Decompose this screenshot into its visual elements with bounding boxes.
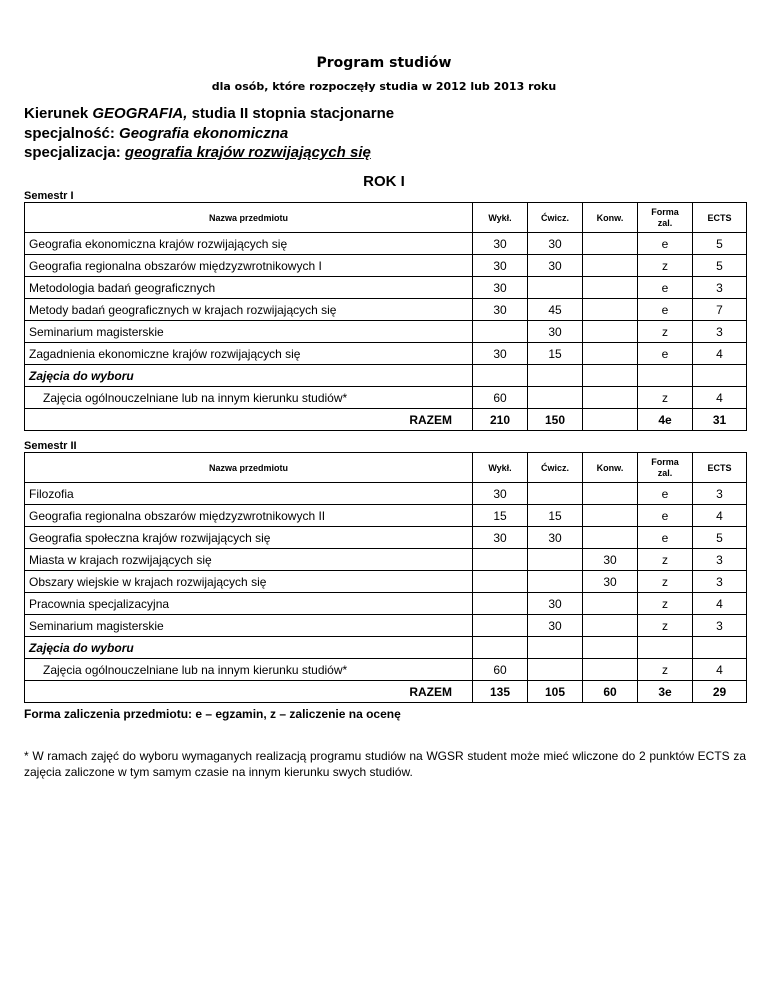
cell-cwicz: 45: [528, 299, 583, 321]
kierunek-value: GEOGRAFIA,: [92, 105, 188, 122]
cell-konw: [583, 343, 638, 365]
cell-konw: [583, 615, 638, 637]
header-cwicz: Ćwicz.: [528, 453, 583, 483]
elective-name: Zajęcia ogólnouczelniane lub na innym kierunku studiów*: [25, 659, 473, 681]
cell-forma: z: [638, 549, 693, 571]
header-wykl: Wykł.: [473, 203, 528, 233]
course-name: Obszary wiejskie w krajach rozwijających się: [25, 571, 473, 593]
cell-cwicz: 30: [528, 321, 583, 343]
elective-ects: 4: [693, 659, 747, 681]
header-konw: Konw.: [583, 203, 638, 233]
cell-cwicz: 30: [528, 527, 583, 549]
cell-cwicz: 30: [528, 233, 583, 255]
table-header-row: [25, 453, 747, 483]
table-row: [25, 343, 747, 365]
total-cwicz: 150: [528, 409, 583, 431]
course-name: Geografia społeczna krajów rozwijających się: [25, 527, 473, 549]
course-name: Geografia regionalna obszarów międzyzwrotnikowych II: [25, 505, 473, 527]
table-row: [25, 299, 747, 321]
total-label: RAZEM: [25, 409, 473, 431]
elective-header-row: [25, 637, 747, 659]
cell-wykl: [473, 549, 528, 571]
total-ects: 31: [693, 409, 747, 431]
course-name: Seminarium magisterskie: [25, 615, 473, 637]
total-cwicz: 105: [528, 681, 583, 703]
elective-name: Zajęcia ogólnouczelniane lub na innym kierunku studiów*: [25, 387, 473, 409]
total-row: [25, 409, 747, 431]
table-row: [25, 593, 747, 615]
cell-forma: e: [638, 299, 693, 321]
elective-header-row: [25, 365, 747, 387]
cell-cwicz: 15: [528, 343, 583, 365]
specjalnosc-label: specjalność:: [24, 124, 115, 142]
course-name: Miasta w krajach rozwijających się: [25, 549, 473, 571]
cell-ects: 3: [693, 549, 747, 571]
program-info: [24, 104, 394, 163]
cell-wykl: 30: [473, 343, 528, 365]
cell-wykl: 30: [473, 255, 528, 277]
cell-konw: [583, 277, 638, 299]
cell-ects: 5: [693, 527, 747, 549]
cell-ects: 4: [693, 505, 747, 527]
elective-cwicz: [528, 387, 583, 409]
footnote: * W ramach zajęć do wyboru wymaganych realizacją programu studiów na WGSR student może mieć wliczone do 2 punktów ECTS za zajęcia zaliczone w tym samym czasie na innym kierunku swych studiów.: [24, 749, 746, 779]
course-name: Geografia ekonomiczna krajów rozwijających się: [25, 233, 473, 255]
cell-wykl: [473, 593, 528, 615]
elective-forma: z: [638, 387, 693, 409]
cell-wykl: 30: [473, 527, 528, 549]
table-row: [25, 321, 747, 343]
total-wykl: 135: [473, 681, 528, 703]
semester-1-table: [24, 202, 747, 431]
specjalizacja-line: [24, 143, 394, 163]
table-row: [25, 483, 747, 505]
cell-wykl: [473, 321, 528, 343]
header-cwicz: Ćwicz.: [528, 203, 583, 233]
cell-forma: e: [638, 527, 693, 549]
table-row: [25, 527, 747, 549]
total-label: RAZEM: [25, 681, 473, 703]
table-row: [25, 549, 747, 571]
cell-forma: e: [638, 483, 693, 505]
cell-konw: 30: [583, 571, 638, 593]
cell-forma: z: [638, 593, 693, 615]
cell-forma: z: [638, 255, 693, 277]
cell-konw: [583, 593, 638, 615]
specjalnosc-line: [24, 124, 394, 144]
cell-konw: [583, 299, 638, 321]
document-title: Program studiów: [316, 55, 452, 71]
header-konw: Konw.: [583, 453, 638, 483]
semester-2-table: [24, 452, 747, 703]
header-forma-line1: Forma: [651, 206, 679, 217]
table-row: [25, 571, 747, 593]
cell-cwicz: [528, 277, 583, 299]
total-wykl: 210: [473, 409, 528, 431]
semester-2-label: Semestr II: [24, 440, 77, 452]
cell-wykl: 30: [473, 277, 528, 299]
cell-ects: 5: [693, 255, 747, 277]
cell-ects: 3: [693, 483, 747, 505]
header-forma-line1: Forma: [651, 456, 679, 467]
cell-ects: 5: [693, 233, 747, 255]
cell-ects: 7: [693, 299, 747, 321]
elective-header: Zajęcia do wyboru: [25, 637, 473, 659]
cell-konw: [583, 483, 638, 505]
cell-konw: [583, 321, 638, 343]
elective-ects: 4: [693, 387, 747, 409]
total-forma: 3e: [638, 681, 693, 703]
header-ects: ECTS: [693, 453, 747, 483]
elective-konw: [583, 659, 638, 681]
course-name: Metody badań geograficznych w krajach rozwijających się: [25, 299, 473, 321]
elective-forma: z: [638, 659, 693, 681]
header-forma-line2: zal.: [657, 217, 673, 228]
cell-forma: z: [638, 321, 693, 343]
table-row: [25, 255, 747, 277]
total-row: [25, 681, 747, 703]
studia-level: studia II stopnia stacjonarne: [191, 105, 395, 122]
table-header-row: [25, 203, 747, 233]
specjalnosc-value: Geografia ekonomiczna: [119, 124, 289, 142]
elective-header: Zajęcia do wyboru: [25, 365, 473, 387]
cell-cwicz: [528, 483, 583, 505]
course-name: Zagadnienia ekonomiczne krajów rozwijających się: [25, 343, 473, 365]
cell-wykl: 15: [473, 505, 528, 527]
cell-forma: e: [638, 233, 693, 255]
cell-forma: z: [638, 615, 693, 637]
cell-wykl: [473, 571, 528, 593]
cell-wykl: 30: [473, 233, 528, 255]
semester-1-label: Semestr I: [24, 190, 74, 202]
specjalizacja-value: geografia krajów rozwijających się: [124, 144, 371, 161]
header-name: Nazwa przedmiotu: [25, 203, 473, 233]
course-name: Filozofia: [25, 483, 473, 505]
cell-konw: [583, 255, 638, 277]
kierunek-label: Kierunek: [24, 105, 89, 122]
course-name: Metodologia badań geograficznych: [25, 277, 473, 299]
course-name: Seminarium magisterskie: [25, 321, 473, 343]
elective-konw: [583, 387, 638, 409]
table-row: [25, 505, 747, 527]
header-forma-line2: zal.: [657, 467, 673, 478]
table-row: [25, 233, 747, 255]
cell-ects: 4: [693, 593, 747, 615]
cell-cwicz: 15: [528, 505, 583, 527]
specjalizacja-label: specjalizacja:: [24, 144, 121, 161]
cell-konw: 30: [583, 549, 638, 571]
elective-wykl: 60: [473, 387, 528, 409]
cell-konw: [583, 233, 638, 255]
cell-ects: 3: [693, 615, 747, 637]
header-name: Nazwa przedmiotu: [25, 453, 473, 483]
cell-ects: 3: [693, 277, 747, 299]
elective-row: [25, 659, 747, 681]
cell-wykl: [473, 615, 528, 637]
elective-cwicz: [528, 659, 583, 681]
document-subtitle: dla osób, które rozpoczęły studia w 2012 lub 2013 roku: [211, 80, 557, 93]
cell-ects: 4: [693, 343, 747, 365]
header-forma: [638, 203, 693, 233]
cell-cwicz: 30: [528, 615, 583, 637]
elective-wykl: 60: [473, 659, 528, 681]
total-forma: 4e: [638, 409, 693, 431]
cell-cwicz: 30: [528, 255, 583, 277]
cell-konw: [583, 527, 638, 549]
total-konw: 60: [583, 681, 638, 703]
cell-cwicz: [528, 549, 583, 571]
course-name: Geografia regionalna obszarów międzyzwrotnikowych I: [25, 255, 473, 277]
header-wykl: Wykł.: [473, 453, 528, 483]
cell-wykl: 30: [473, 299, 528, 321]
kierunek-line: [24, 104, 394, 124]
cell-konw: [583, 505, 638, 527]
total-ects: 29: [693, 681, 747, 703]
cell-ects: 3: [693, 571, 747, 593]
table-row: [25, 277, 747, 299]
table-row: [25, 615, 747, 637]
cell-forma: e: [638, 505, 693, 527]
elective-row: [25, 387, 747, 409]
year-heading: ROK I: [363, 173, 405, 190]
legend: Forma zaliczenia przedmiotu: e – egzamin, z – zaliczenie na ocenę: [24, 707, 401, 721]
cell-forma: z: [638, 571, 693, 593]
cell-ects: 3: [693, 321, 747, 343]
cell-forma: e: [638, 343, 693, 365]
cell-wykl: 30: [473, 483, 528, 505]
cell-cwicz: 30: [528, 593, 583, 615]
header-ects: ECTS: [693, 203, 747, 233]
cell-forma: e: [638, 277, 693, 299]
header-forma: [638, 453, 693, 483]
total-konw: [583, 409, 638, 431]
course-name: Pracownia specjalizacyjna: [25, 593, 473, 615]
cell-cwicz: [528, 571, 583, 593]
